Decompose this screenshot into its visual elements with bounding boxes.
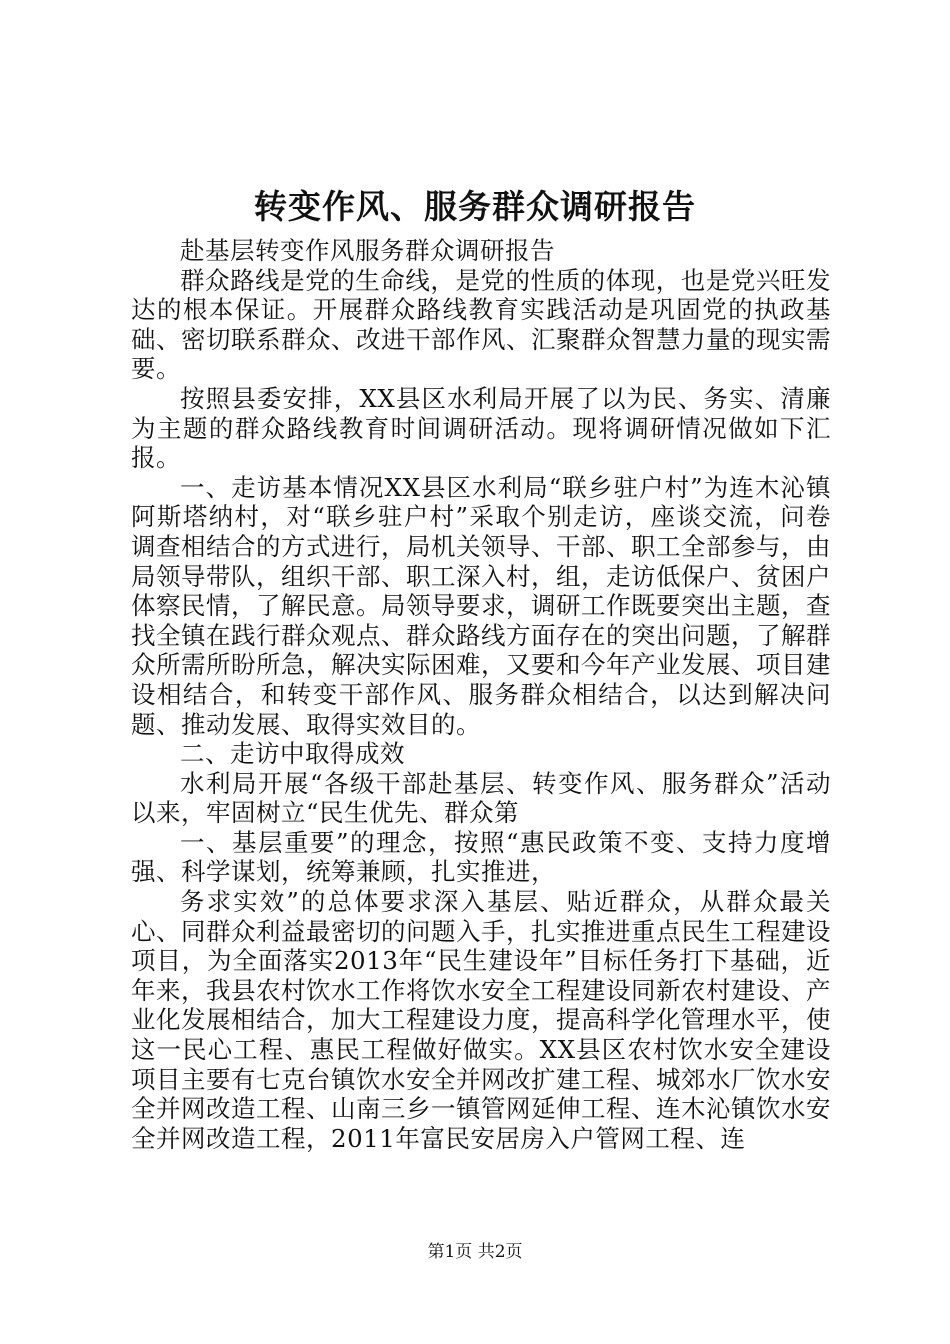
page-number-footer: 第1页 共2页: [427, 1242, 523, 1262]
paragraph: 务求实效”的总体要求深入基层、贴近群众，从群众最关心、同群众利益最密切的问题入手，扎实推进重点民生工程建设项目，为全面落实2013年“民生建设年”目标任务打下基础，近年来，我县农村饮水工作将饮水安全工程建设同新农村建设、产业化发展相结合，加大工程建设力度，提高科学化管理水平，使这一民心工程、惠民工程做好做实。XX县区农村饮水安全建设项目主要有七克台镇饮水安全并网改扩建工程、城郊水厂饮水安全并网改造工程、山南三乡一镇管网延伸工程、连木沁镇饮水安全并网改造工程，2011年富民安居房入户管网工程、连: [131, 887, 831, 1153]
document-body: [131, 236, 831, 1153]
paragraph: 二、走访中取得成效: [180, 739, 405, 769]
document-title: 转变作风、服务群众调研报告: [254, 187, 696, 226]
paragraph: 一、走访基本情况XX县区水利局“联乡驻户村”为连木沁镇阿斯塔纳村，对“联乡驻户村”采取个别走访，座谈交流，问卷调查相结合的方式进行，局机关领导、干部、职工全部参与，由局领导带队，组织干部、职工深入村，组，走访低保户、贫困户体察民情，了解民意。局领导要求，调研工作既要突出主题，查找全镇在践行群众观点、群众路线方面存在的突出问题，了解群众所需所盼所急，解决实际困难，又要和今年产业发展、项目建设相结合，和转变干部作风、服务群众相结合，以达到解决问题、推动发展、取得实效目的。: [131, 472, 831, 739]
paragraph: 群众路线是党的生命线，是党的性质的体现，也是党兴旺发达的根本保证。开展群众路线教育实践活动是巩固党的执政基础、密切联系群众、改进干部作风、汇聚群众智慧力量的现实需要。: [131, 265, 831, 384]
paragraph: 一、基层重要”的理念，按照“惠民政策不变、支持力度增强、科学谋划，统筹兼顾，扎实推进，: [131, 827, 831, 887]
paragraph: 按照县委安排，XX县区水利局开展了以为民、务实、清廉为主题的群众路线教育时间调研活动。现将调研情况做如下汇报。: [131, 383, 831, 473]
paragraph: 赴基层转变作风服务群众调研报告: [180, 236, 555, 265]
paragraph: 水利局开展“各级干部赴基层、转变作风、服务群众”活动以来，牢固树立“民生优先、群众第: [131, 768, 831, 828]
